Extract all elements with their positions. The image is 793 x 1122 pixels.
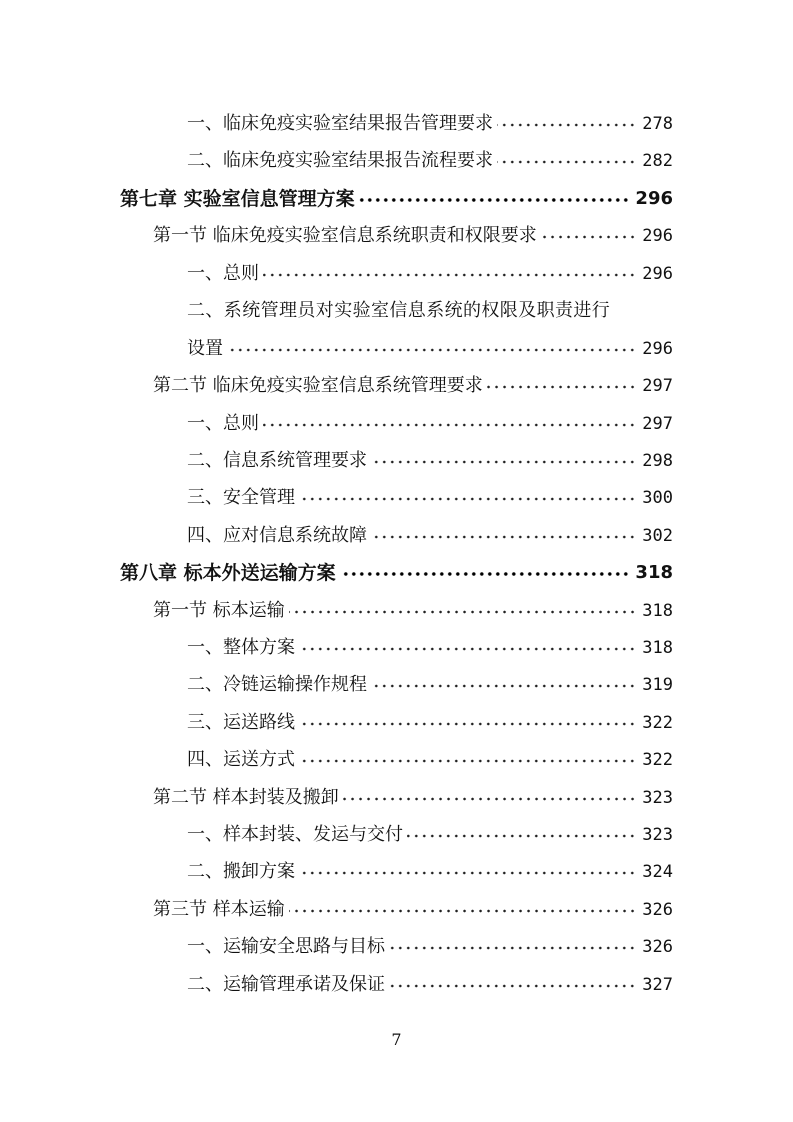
toc-section-entry[interactable]: [153, 212, 673, 248]
toc-entry-page: 296: [642, 264, 673, 284]
toc-entry[interactable]: [187, 437, 673, 473]
toc-entry-title: 第八章 标本外送运输方案: [120, 562, 336, 584]
dot-leader: [371, 680, 636, 692]
toc-entry-title: 第三节 样本运输: [153, 899, 285, 920]
toc-entry-title: 二、临床免疫实验室结果报告流程要求: [187, 150, 493, 171]
toc-chapter-entry[interactable]: [120, 175, 673, 211]
toc-section-entry[interactable]: [153, 886, 673, 922]
toc-entry[interactable]: [187, 512, 673, 548]
toc-section-entry[interactable]: [153, 774, 673, 810]
dot-leader: [263, 269, 636, 281]
dot-leader: [340, 568, 630, 580]
toc-entry-page: 318: [642, 601, 673, 621]
toc-entry[interactable]: [187, 474, 673, 510]
dot-leader: [407, 830, 636, 842]
toc-entry-page: 298: [642, 451, 673, 471]
toc-entry[interactable]: [187, 100, 673, 136]
toc-entry-page: 324: [642, 862, 673, 882]
toc-entry[interactable]: [187, 923, 673, 959]
dot-leader: [299, 755, 636, 767]
toc-entry-title: 一、运输安全思路与目标: [187, 936, 385, 957]
toc-entry[interactable]: [187, 736, 673, 772]
toc-section-entry[interactable]: [153, 587, 673, 623]
dot-leader: [371, 531, 636, 543]
toc-entry-page: 327: [642, 975, 673, 995]
toc-entry[interactable]: [187, 848, 673, 884]
toc-entry-page: 322: [642, 713, 673, 733]
toc-entry-title: 一、总则: [187, 263, 259, 284]
toc-entry-page: 326: [642, 900, 673, 920]
toc-entry-title: 一、样本封装、发运与交付: [187, 824, 403, 845]
dot-leader: [371, 456, 636, 468]
toc-entry-page: 296: [635, 188, 673, 209]
dot-leader: [299, 867, 636, 879]
toc-entry-title: 二、搬卸方案: [187, 861, 295, 882]
dot-leader: [299, 493, 636, 505]
dot-leader: [359, 194, 630, 206]
toc-entry-title: 四、应对信息系统故障: [187, 525, 367, 546]
toc-entry-title: 第二节 样本封装及搬卸: [153, 787, 339, 808]
toc-entry-title: 四、运送方式: [187, 749, 295, 770]
dot-leader: [497, 119, 636, 131]
toc-entry-page: 318: [635, 562, 673, 583]
toc-entry-page: 322: [642, 750, 673, 770]
toc-entry-title: 第一节 临床免疫实验室信息系统职责和权限要求: [153, 225, 537, 246]
dot-leader: [299, 643, 636, 655]
toc-entry-title: 设置: [187, 338, 223, 359]
dot-leader: [541, 231, 637, 243]
toc-entry-page: 323: [642, 788, 673, 808]
dot-leader: [497, 156, 636, 168]
dot-leader: [487, 381, 637, 393]
toc-entry-page: 318: [642, 638, 673, 658]
dot-leader: [299, 718, 636, 730]
toc-entry-page: 282: [642, 151, 673, 171]
toc-entry-page: 319: [642, 675, 673, 695]
toc-entry-title: 二、冷链运输操作规程: [187, 674, 367, 695]
toc-entry-page: 326: [642, 937, 673, 957]
toc-entry[interactable]: [187, 137, 673, 173]
dot-leader: [289, 606, 637, 618]
toc-entry-page: 297: [642, 414, 673, 434]
toc-entry-title: 三、运送路线: [187, 712, 295, 733]
toc-entry-page: 296: [642, 226, 673, 246]
toc-entry-page: 300: [642, 488, 673, 508]
toc-entry[interactable]: [187, 699, 673, 735]
toc-chapter-entry[interactable]: [120, 549, 673, 585]
toc-entry-page: 297: [642, 376, 673, 396]
toc-entry[interactable]: [187, 661, 673, 697]
toc-entry-title: 一、总则: [187, 413, 259, 434]
toc-entry[interactable]: [187, 400, 673, 436]
toc-entry-title: 一、临床免疫实验室结果报告管理要求: [187, 113, 493, 134]
toc-section-entry[interactable]: [153, 362, 673, 398]
page-number: 7: [391, 1030, 402, 1049]
dot-leader: [263, 419, 636, 431]
toc-entry-wrapped-line[interactable]: [187, 287, 673, 323]
dot-leader: [227, 344, 636, 356]
toc-entry-page: 323: [642, 825, 673, 845]
toc-entry-title: 二、系统管理员对实验室信息系统的权限及职责进行: [187, 300, 611, 321]
toc-entry[interactable]: [187, 325, 673, 361]
toc-entry[interactable]: [187, 961, 673, 997]
toc-entry-page: 296: [642, 339, 673, 359]
dot-leader: [389, 980, 636, 992]
dot-leader: [289, 905, 637, 917]
toc-entry-page: 302: [642, 526, 673, 546]
toc-entry[interactable]: [187, 250, 673, 286]
toc-entry-page: 278: [642, 114, 673, 134]
toc-entry-title: 二、信息系统管理要求: [187, 450, 367, 471]
dot-leader: [343, 793, 637, 805]
toc-entry-title: 第二节 临床免疫实验室信息系统管理要求: [153, 375, 483, 396]
toc-entry-title: 第七章 实验室信息管理方案: [120, 188, 355, 210]
toc-entry[interactable]: [187, 811, 673, 847]
toc-entry[interactable]: [187, 624, 673, 660]
toc-entry-title: 第一节 标本运输: [153, 600, 285, 621]
toc-entry-title: 二、运输管理承诺及保证: [187, 974, 385, 995]
toc-entry-title: 三、安全管理: [187, 487, 295, 508]
dot-leader: [389, 942, 636, 954]
toc-entry-title: 一、整体方案: [187, 637, 295, 658]
